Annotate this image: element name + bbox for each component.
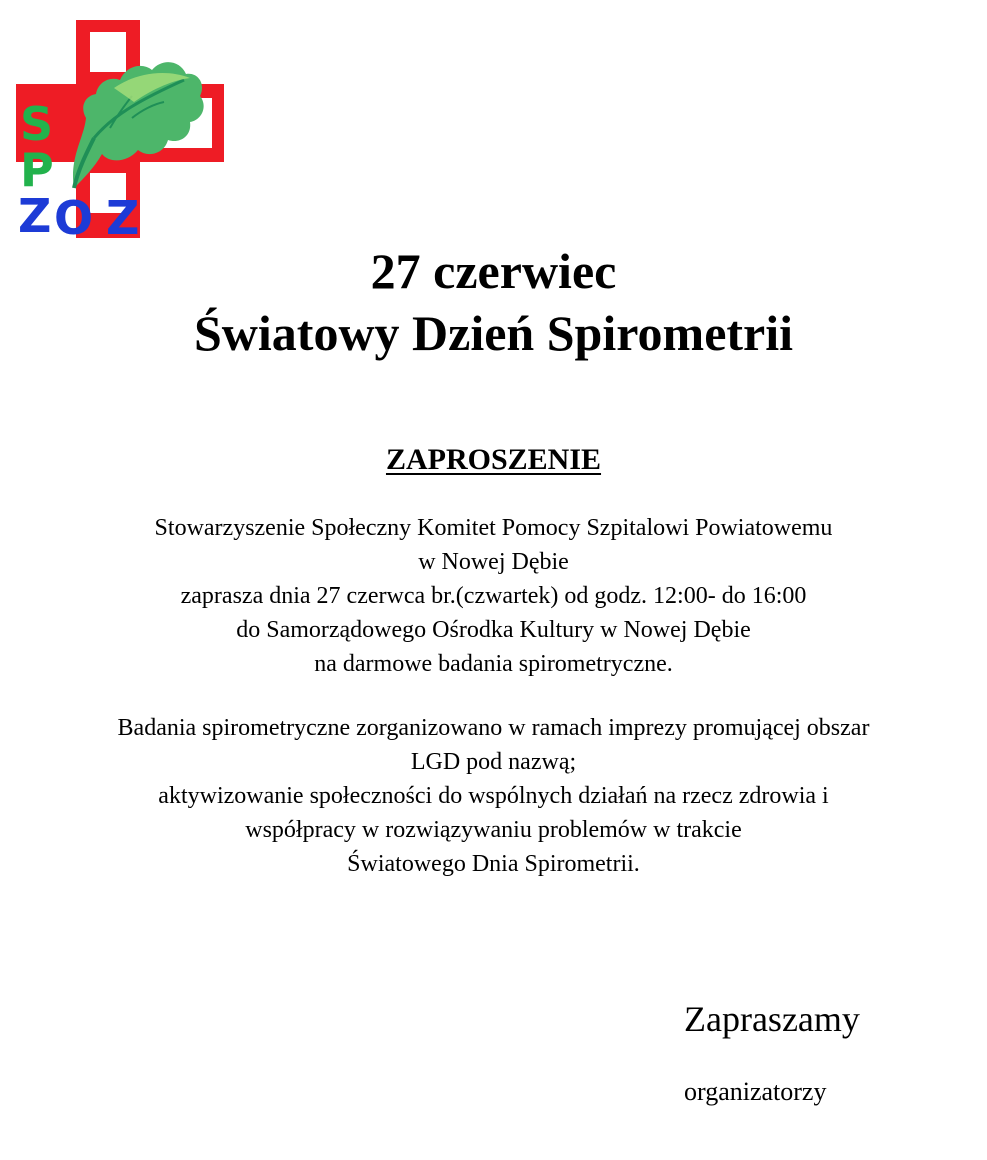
paragraph-line: do Samorządowego Ośrodka Kultury w Nowej Dębie xyxy=(236,617,751,643)
paragraph-line: Badania spirometryczne zorganizowano w ramach imprezy promującej obszar xyxy=(117,715,870,741)
paragraph-line: Stowarzyszenie Społeczny Komitet Pomocy Szpitalowi Powiatowemu xyxy=(154,515,833,541)
svg-text:P: P xyxy=(20,143,54,197)
paragraph-line: współpracy w rozwiązywaniu problemów w trakcie xyxy=(245,817,742,843)
paragraph-line: LGD pod nazwą; xyxy=(410,749,577,775)
signature: organizatorzy xyxy=(684,1077,827,1106)
spzoz-logo-graphic xyxy=(14,18,226,240)
title-event: Światowy Dzień Spirometrii xyxy=(193,305,794,361)
title-date: 27 czerwiec xyxy=(370,243,617,299)
page-title xyxy=(0,240,987,364)
paragraph-line: w Nowej Dębie xyxy=(418,549,569,575)
paragraph-line: Światowego Dnia Spirometrii. xyxy=(347,851,640,877)
paragraph-line: na darmowe badania spirometryczne. xyxy=(314,651,673,677)
svg-text:Z: Z xyxy=(106,191,140,240)
invitation-paragraph-2 xyxy=(0,711,987,881)
spzoz-logo xyxy=(14,18,226,240)
paragraph-line: aktywizowanie społeczności do wspólnych działań na rzecz zdrowia i xyxy=(158,783,829,809)
paragraph-line: zaprasza dnia 27 czerwca br.(czwartek) od godz. 12:00- do 16:00 xyxy=(180,583,807,609)
svg-text:Z: Z xyxy=(18,189,52,240)
invitation-paragraph-1 xyxy=(0,511,987,681)
invitation-heading: ZAPROSZENIE xyxy=(385,443,602,476)
svg-text:O: O xyxy=(54,191,94,240)
closing-greeting: Zapraszamy xyxy=(684,999,860,1039)
svg-text:S: S xyxy=(20,97,54,151)
